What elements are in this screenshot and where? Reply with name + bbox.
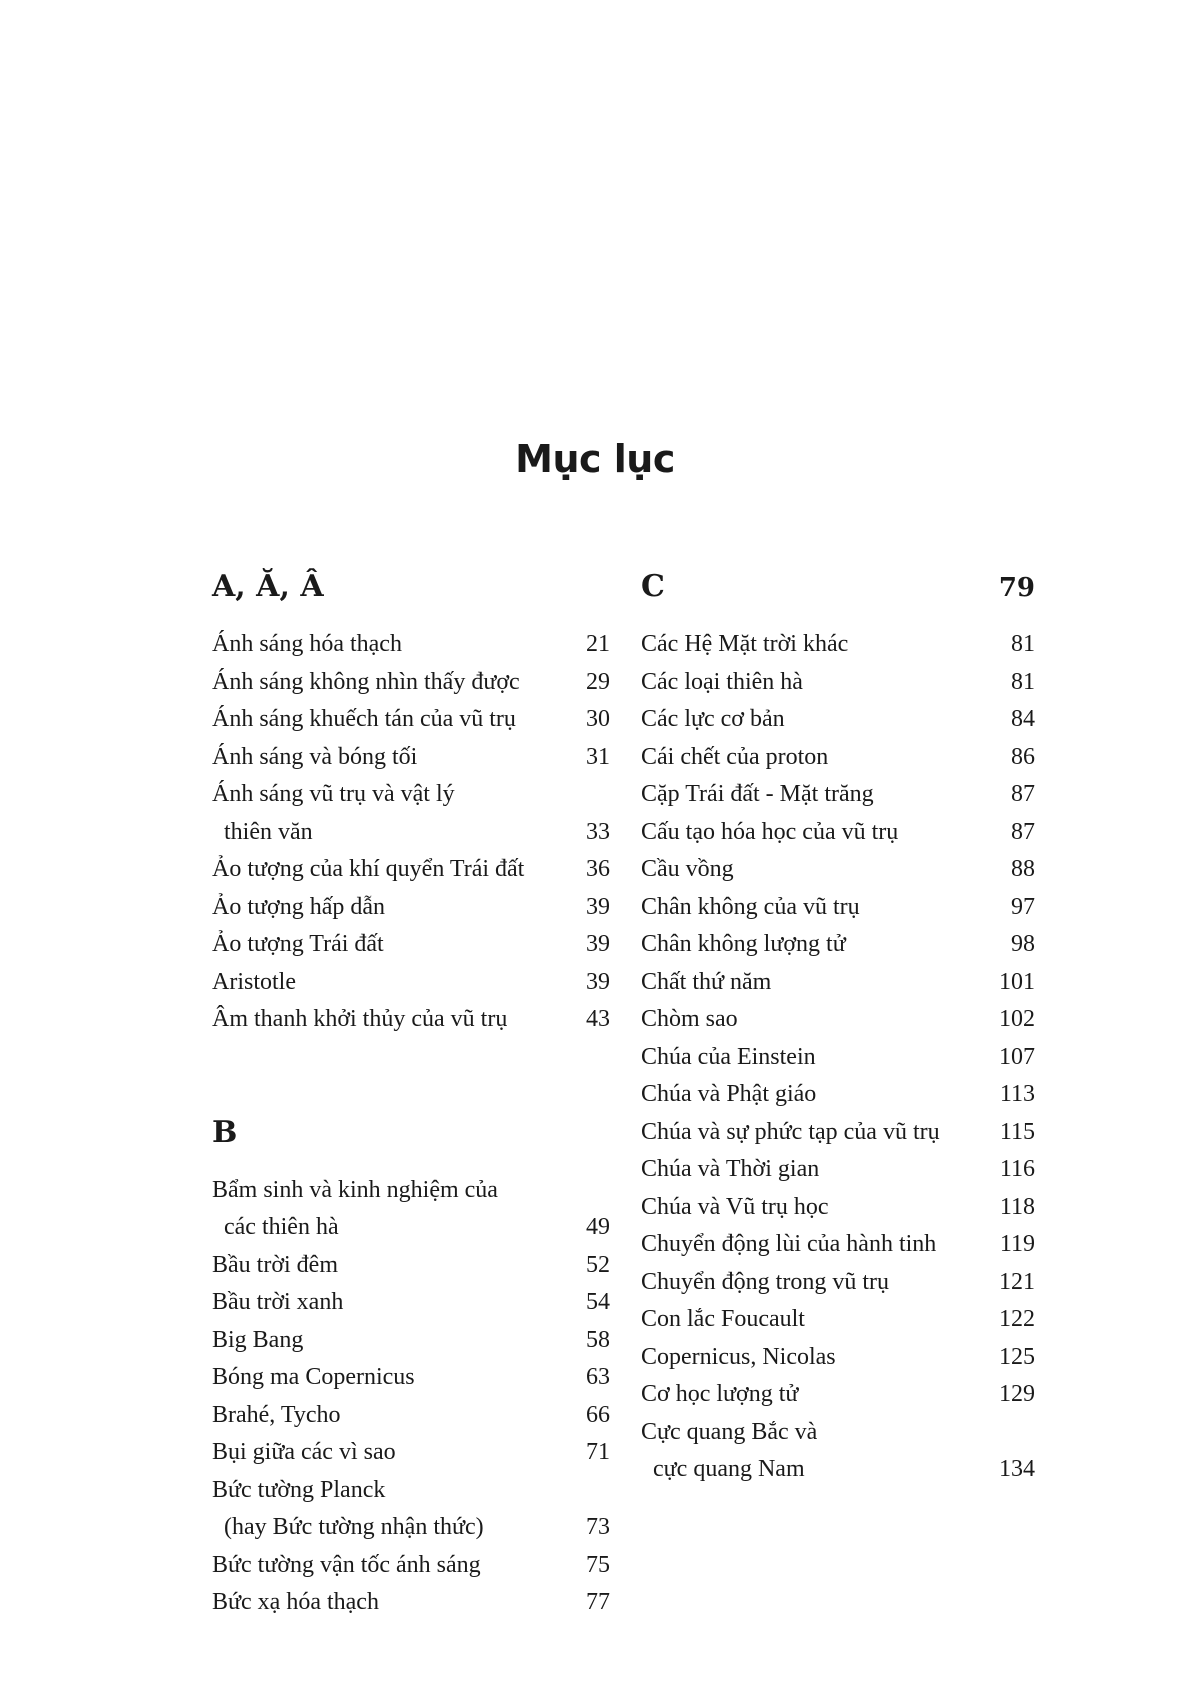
toc-entry-title-text: Chòm sao	[641, 1006, 738, 1032]
toc-entry-title	[641, 1189, 987, 1227]
section-heading	[641, 563, 1035, 611]
toc-entry-title	[641, 1376, 987, 1414]
toc-entry-title	[641, 739, 987, 777]
toc-entry-title-text: Bức xạ hóa thạch	[212, 1589, 379, 1615]
toc-entry[interactable]	[212, 926, 610, 964]
toc-section-c	[641, 563, 1035, 1489]
toc-entry-title-text: Bóng ma Copernicus	[212, 1364, 415, 1390]
toc-entry-page-number: 86	[1011, 743, 1035, 770]
toc-section-a-a-a	[212, 563, 610, 1039]
toc-entry-page-number: 107	[999, 1043, 1035, 1070]
toc-entry-page-number: 116	[999, 1156, 1035, 1182]
toc-entry[interactable]	[641, 1414, 1035, 1489]
toc-entry[interactable]	[212, 1397, 610, 1435]
toc-entry-title	[212, 1547, 562, 1585]
toc-entry-title	[212, 851, 562, 889]
toc-entry-page-number: 43	[586, 1006, 610, 1032]
toc-entry[interactable]	[641, 626, 1035, 664]
toc-entry-title-text: Các loại thiên hà	[641, 668, 803, 695]
toc-entry-title-text: Bức tường Planck	[212, 1476, 386, 1503]
toc-entry-title-text: Chuyển động trong vũ trụ	[641, 1268, 889, 1295]
toc-entry[interactable]	[641, 1076, 1035, 1114]
toc-entry-page-number: 122	[999, 1306, 1035, 1332]
toc-entry-title-text: Ánh sáng và bóng tối	[212, 743, 418, 770]
toc-entry-page-number: 33	[586, 818, 610, 845]
toc-entry-title	[212, 1434, 562, 1472]
toc-entry-title	[212, 1247, 562, 1285]
toc-entry[interactable]	[641, 1226, 1035, 1264]
toc-entry-title	[641, 814, 987, 852]
toc-entry-title	[641, 1414, 987, 1489]
toc-entry-title-text: Cái chết của proton	[641, 743, 829, 770]
toc-entry-title-text: Ánh sáng không nhìn thấy được	[212, 668, 520, 695]
toc-entry-title-continuation: thiên văn	[224, 818, 313, 845]
toc-entry-title	[641, 626, 987, 664]
section-heading-label: A, Ă, Â	[212, 569, 324, 604]
toc-entry-title	[212, 1397, 562, 1435]
toc-entry-title	[212, 739, 562, 777]
toc-entry-page-number: 63	[586, 1364, 610, 1390]
toc-entry-title	[212, 1001, 562, 1039]
section-heading-label: B	[212, 1114, 238, 1150]
toc-entry[interactable]	[212, 851, 610, 889]
toc-entry-title-text: Chúa và sự phức tạp của vũ trụ	[641, 1118, 940, 1145]
section-heading	[212, 1109, 610, 1157]
toc-entry-title	[641, 1264, 987, 1302]
toc-entry-page-number: 121	[999, 1268, 1035, 1295]
toc-entry-page-number: 134	[999, 1456, 1035, 1482]
toc-entry-page-number: 113	[999, 1081, 1035, 1107]
toc-entry-title-text: Copernicus, Nicolas	[641, 1343, 836, 1370]
toc-entry[interactable]	[212, 1434, 610, 1472]
toc-entry-title-text: Aristotle	[212, 968, 296, 995]
toc-entry-page-number: 98	[1011, 931, 1035, 957]
toc-entry-title-text: Chúa và Phật giáo	[641, 1081, 817, 1107]
toc-entry-title-text: Ánh sáng vũ trụ và vật lý	[212, 781, 455, 807]
toc-entry-title-text: Chân không lượng tử	[641, 931, 846, 957]
toc-entry-page-number: 101	[999, 968, 1035, 995]
toc-entry-title	[641, 926, 987, 964]
toc-entry-title-text: Các lực cơ bản	[641, 706, 785, 732]
toc-entry-title	[641, 851, 987, 889]
toc-right-column	[641, 563, 1035, 1489]
section-heading	[212, 563, 610, 611]
toc-entry-title	[641, 1039, 987, 1077]
toc-entry[interactable]	[212, 889, 610, 927]
toc-entry[interactable]	[212, 626, 610, 664]
toc-entry-title-text: Cầu vồng	[641, 856, 734, 882]
toc-entry-page-number: 118	[999, 1193, 1035, 1220]
toc-section-b	[212, 1109, 610, 1622]
toc-entry[interactable]	[641, 1376, 1035, 1414]
toc-entry-page-number: 31	[586, 743, 610, 770]
toc-entry-title-continuation: các thiên hà	[224, 1214, 339, 1240]
toc-entry-page-number: 97	[1011, 893, 1035, 920]
toc-entry-title	[212, 964, 562, 1002]
toc-entry-title	[212, 1584, 562, 1622]
toc-entry-title-text: Bầu trời xanh	[212, 1289, 344, 1315]
toc-entry-page-number: 87	[1011, 781, 1035, 807]
toc-entry-title-text: Big Bang	[212, 1326, 304, 1353]
toc-entry[interactable]	[641, 1039, 1035, 1077]
toc-entry[interactable]	[641, 889, 1035, 927]
toc-entry-title	[212, 1322, 562, 1360]
toc-entry-title-text: Chúa và Vũ trụ học	[641, 1193, 829, 1220]
toc-entry-title-text: Chân không của vũ trụ	[641, 893, 860, 920]
toc-entry-title-text: Âm thanh khởi thủy của vũ trụ	[212, 1006, 508, 1032]
toc-entry-title-text: Ảo tượng hấp dẫn	[212, 893, 386, 920]
toc-entry-page-number: 39	[586, 968, 610, 995]
toc-entry[interactable]	[641, 926, 1035, 964]
toc-entry[interactable]	[212, 1322, 610, 1360]
toc-entry-title-text: Chuyển động lùi của hành tinh	[641, 1231, 937, 1257]
toc-entry[interactable]	[212, 1359, 610, 1397]
toc-entry-page-number: 84	[1011, 706, 1035, 732]
toc-entry[interactable]	[212, 1472, 610, 1547]
toc-entry-page-number: 77	[586, 1589, 610, 1615]
toc-entry[interactable]	[641, 1264, 1035, 1302]
toc-entry-title	[641, 1151, 987, 1189]
toc-entry-page-number: 81	[1011, 631, 1035, 657]
toc-entry[interactable]	[641, 814, 1035, 852]
toc-entry-title-continuation: cực quang Nam	[653, 1456, 805, 1482]
toc-entry[interactable]	[641, 739, 1035, 777]
toc-entry[interactable]	[212, 776, 610, 851]
toc-entry-title	[212, 664, 562, 702]
page-title: Mục lục	[515, 437, 675, 482]
toc-entry-page-number: 54	[586, 1289, 610, 1315]
toc-entry-title-text: Bẩm sinh và kinh nghiệm của	[212, 1176, 498, 1203]
toc-entry[interactable]	[641, 701, 1035, 739]
toc-entry-page-number: 102	[999, 1006, 1035, 1032]
toc-entry-page-number: 119	[999, 1231, 1035, 1257]
toc-entry[interactable]	[641, 851, 1035, 889]
section-heading-label: C	[641, 569, 665, 604]
toc-entry-title	[641, 1001, 987, 1039]
toc-entry[interactable]	[212, 701, 610, 739]
toc-entry-page-number: 66	[586, 1401, 610, 1428]
toc-entry[interactable]	[212, 1584, 610, 1622]
toc-entry-title-continuation: (hay Bức tường nhận thức)	[224, 1514, 484, 1540]
toc-entry-title-text: Cấu tạo hóa học của vũ trụ	[641, 818, 899, 845]
toc-entry-title-text: Bụi giữa các vì sao	[212, 1439, 396, 1465]
toc-entry-page-number: 49	[586, 1214, 610, 1240]
toc-entry-page-number: 87	[1011, 818, 1035, 845]
toc-entry-title-text: Bức tường vận tốc ánh sáng	[212, 1551, 481, 1578]
toc-entry-title	[212, 626, 562, 664]
toc-entry[interactable]	[641, 1189, 1035, 1227]
toc-left-column	[212, 563, 610, 1622]
toc-entry-page-number: 73	[586, 1514, 610, 1540]
toc-entry-title	[641, 776, 987, 814]
toc-entry-title	[212, 1359, 562, 1397]
toc-entry[interactable]	[212, 664, 610, 702]
toc-entry-title-text: Ảo tượng Trái đất	[212, 931, 384, 957]
toc-entry-title-text: Ánh sáng khuếch tán của vũ trụ	[212, 706, 516, 732]
toc-entry-title-text: Chất thứ năm	[641, 968, 772, 995]
toc-entry[interactable]	[212, 739, 610, 777]
toc-entry[interactable]	[641, 664, 1035, 702]
toc-entry-title	[641, 1301, 987, 1339]
toc-entry-title-text: Cực quang Bắc và	[641, 1418, 818, 1445]
toc-entry-page-number: 39	[586, 893, 610, 920]
section-heading-page: 79	[998, 573, 1035, 603]
toc-entry[interactable]	[641, 1151, 1035, 1189]
toc-entry-list	[212, 626, 610, 1039]
toc-entry-title	[641, 664, 987, 702]
toc-entry-page-number: 36	[586, 856, 610, 882]
toc-entry-title	[212, 1284, 562, 1322]
toc-entry-title	[641, 964, 987, 1002]
toc-entry-title-text: Bầu trời đêm	[212, 1251, 338, 1278]
toc-entry-title	[641, 1226, 987, 1264]
toc-entry[interactable]	[641, 776, 1035, 814]
toc-entry-page-number: 71	[586, 1439, 610, 1465]
toc-entry[interactable]	[212, 1001, 610, 1039]
toc-entry-page-number: 52	[586, 1251, 610, 1278]
toc-entry-title	[212, 1172, 562, 1247]
toc-entry-page-number: 21	[586, 631, 610, 657]
toc-entry-title	[641, 701, 987, 739]
toc-entry-title	[641, 1076, 987, 1114]
toc-entry[interactable]	[641, 1301, 1035, 1339]
toc-entry[interactable]	[212, 1284, 610, 1322]
toc-entry-title-text: Chúa và Thời gian	[641, 1156, 820, 1182]
toc-entry[interactable]	[641, 1001, 1035, 1039]
toc-entry-title-text: Brahé, Tycho	[212, 1401, 341, 1428]
toc-entry-page-number: 29	[586, 668, 610, 695]
toc-entry[interactable]	[641, 964, 1035, 1002]
toc-entry-title	[641, 889, 987, 927]
toc-entry-title-text: Các Hệ Mặt trời khác	[641, 631, 849, 657]
toc-entry-title	[641, 1114, 987, 1152]
toc-entry-page-number: 58	[586, 1326, 610, 1353]
toc-entry-page-number: 81	[1011, 668, 1035, 695]
toc-entry[interactable]	[212, 1172, 610, 1247]
toc-entry-page-number: 115	[999, 1118, 1035, 1145]
toc-entry-page-number: 75	[586, 1551, 610, 1578]
toc-entry-title-text: Chúa của Einstein	[641, 1043, 816, 1070]
toc-entry-title	[212, 1472, 562, 1547]
toc-entry-title-text: Cặp Trái đất - Mặt trăng	[641, 781, 874, 807]
toc-entry[interactable]	[212, 1247, 610, 1285]
toc-entry-title	[212, 926, 562, 964]
toc-entry-page-number: 39	[586, 931, 610, 957]
toc-entry-title-text: Ảo tượng của khí quyển Trái đất	[212, 856, 525, 882]
toc-entry[interactable]	[641, 1114, 1035, 1152]
toc-entry-title-text: Cơ học lượng tử	[641, 1381, 799, 1407]
toc-entry-page-number: 129	[999, 1381, 1035, 1407]
toc-entry-list	[641, 626, 1035, 1489]
toc-entry-title	[212, 701, 562, 739]
toc-entry-title-text: Ánh sáng hóa thạch	[212, 631, 402, 657]
toc-entry-page-number: 125	[999, 1343, 1035, 1370]
toc-entry-title	[641, 1339, 987, 1377]
toc-entry-list	[212, 1172, 610, 1622]
toc-entry-title-text: Con lắc Foucault	[641, 1306, 805, 1332]
toc-entry[interactable]	[641, 1339, 1035, 1377]
toc-entry-page-number: 30	[586, 706, 610, 732]
toc-entry-page-number: 88	[1011, 856, 1035, 882]
toc-entry-title	[212, 889, 562, 927]
toc-entry-title	[212, 776, 562, 851]
toc-entry[interactable]	[212, 964, 610, 1002]
toc-entry[interactable]	[212, 1547, 610, 1585]
